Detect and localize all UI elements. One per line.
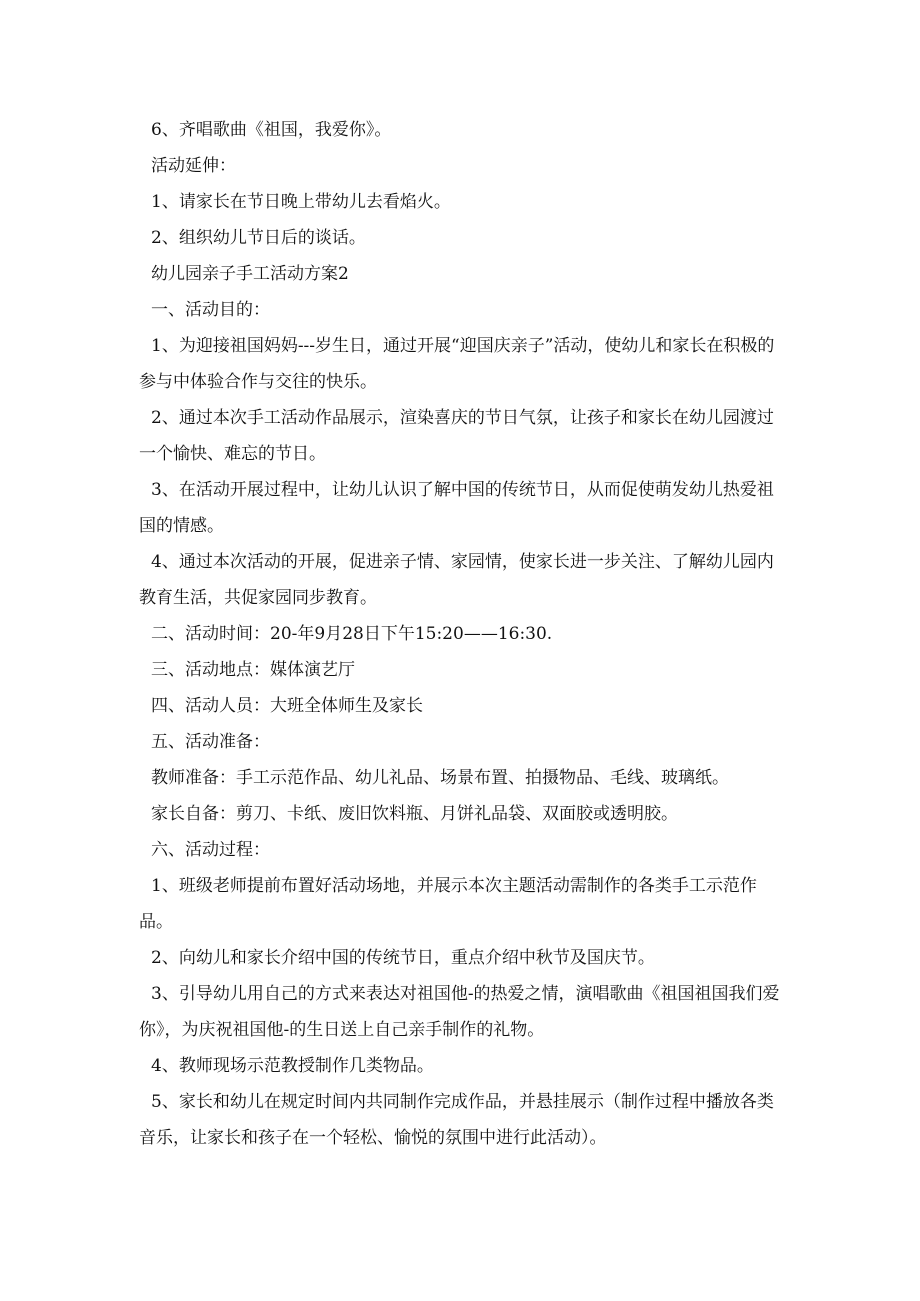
teacher-preparation: 教师准备：手工示范作品、幼儿礼品、场景布置、拍摄物品、毛线、玻璃纸。 (151, 768, 729, 788)
purpose-item-3: 3、在活动开展过程中，让幼儿认识了解中国的传统节日，从而促使萌发幼儿热爱祖国的情感。 (139, 480, 774, 536)
process-item-4: 4、教师现场示范教授制作几类物品。 (151, 1056, 434, 1076)
process-item-3: 3、引导幼儿用自己的方式来表达对祖国他-的热爱之情，演唱歌曲《祖国祖国我们爱你》，为庆祝祖国他-的生日送上自己亲手制作的礼物。 (139, 984, 780, 1040)
paragraph-extension-1: 1、请家长在节日晚上带幼儿去看焰火。 (151, 192, 451, 212)
paragraph-extension-heading: 活动延伸： (151, 156, 236, 176)
paragraph-extension-2: 2、组织幼儿节日后的谈话。 (151, 228, 366, 248)
heading-purpose: 一、活动目的： (151, 300, 270, 320)
purpose-item-1: 1、为迎接祖国妈妈---岁生日，通过开展“迎国庆亲子”活动，使幼儿和家长在积极的参与中体验合作与交往的快乐。 (139, 336, 775, 392)
parent-preparation: 家长自备：剪刀、卡纸、废旧饮料瓶、月饼礼品袋、双面胶或透明胶。 (151, 804, 678, 824)
heading-process: 六、活动过程： (151, 840, 270, 860)
purpose-item-2: 2、通过本次手工活动作品展示，渲染喜庆的节日气氛，让孩子和家长在幼儿园渡过一个愉快、难忘的节日。 (139, 408, 774, 464)
process-item-5: 5、家长和幼儿在规定时间内共同制作完成作品，并悬挂展示（制作过程中播放各类音乐，让家长和孩子在一个轻松、愉悦的氛围中进行此活动）。 (139, 1092, 774, 1148)
purpose-item-4: 4、通过本次活动的开展，促进亲子情、家园情，使家长进一步关注、了解幼儿园内教育生活，共促家园同步教育。 (139, 552, 774, 608)
document-body (139, 112, 789, 1156)
heading-time: 二、活动时间：20-年9月28日下午15:20——16:30. (151, 624, 553, 644)
process-item-1: 1、班级老师提前布置好活动场地，并展示本次主题活动需制作的各类手工示范作品。 (139, 876, 757, 932)
heading-participants: 四、活动人员：大班全体师生及家长 (151, 696, 423, 716)
heading-location: 三、活动地点：媒体演艺厅 (151, 660, 355, 680)
paragraph-song: 6、齐唱歌曲《祖国，我爱你》。 (151, 120, 392, 140)
process-item-2: 2、向幼儿和家长介绍中国的传统节日，重点介绍中秋节及国庆节。 (151, 948, 655, 968)
section-title: 幼儿园亲子手工活动方案2 (151, 264, 349, 284)
heading-preparation: 五、活动准备： (151, 732, 270, 752)
